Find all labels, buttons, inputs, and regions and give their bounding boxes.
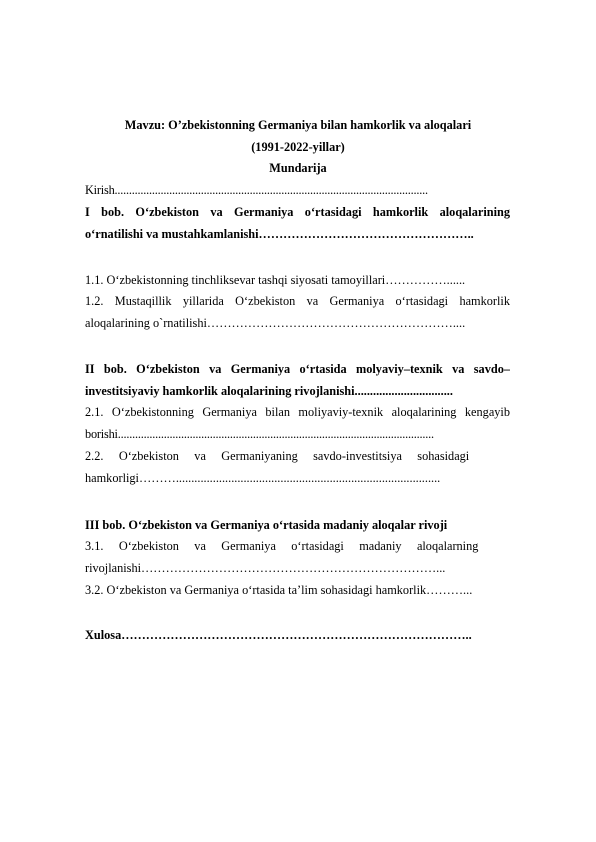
toc-section-3-1-line-2: rivojlanishi………………………………………………………………...: [85, 561, 446, 575]
toc-section-2-2-line-2: hamkorligi………......................................................................................: [85, 471, 441, 485]
toc-chapter-1-line-1: I bob. O‘zbekiston va Germaniya o‘rtasidagi hamkorlik aloqalarining: [85, 205, 510, 219]
toc-section-3-2: 3.2. O‘zbekiston va Germaniya o‘rtasida ta’lim sohasidagi hamkorlik………...: [85, 583, 473, 597]
toc-intro: Kirish.............................................................................................................: [85, 183, 428, 197]
toc-chapter-2-line-1: II bob. O‘zbekiston va Germaniya o‘rtasida molyaviy–texnik va savdo–: [85, 362, 510, 376]
document-title: Mavzu: O’zbekistonning Germaniya bilan hamkorlik va aloqalari: [124, 118, 472, 132]
toc-chapter-3: III bob. O‘zbekiston va Germaniya o‘rtasida madaniy aloqalar rivoji: [85, 518, 448, 532]
toc-section-2-1-line-2: borishi..............................................................................................................: [85, 427, 434, 441]
document-title-years: (1991-2022-yillar): [251, 140, 345, 154]
toc-conclusion: Xulosa…………………………………………………………………………..: [85, 628, 472, 642]
toc-section-1-1: 1.1. O‘zbekistonning tinchliksevar tashqi siyosati tamoyillari……………......: [85, 273, 466, 287]
toc-chapter-1-line-2: o‘rnatilishi va mustahkamlanishi……………………………………………..: [85, 227, 474, 241]
toc-section-2-1-line-1: 2.1. O‘zbekistonning Germaniya bilan moliyaviy-texnik aloqalarining kengayib: [85, 405, 510, 419]
contents-heading: Mundarija: [269, 161, 327, 175]
toc-section-2-2-line-1: 2.2. O‘zbekiston va Germaniyaning savdo-investitsiya sohasidagi: [85, 449, 470, 463]
toc-section-3-1-line-1: 3.1. O‘zbekiston va Germaniya o‘rtasidagi madaniy aloqalarning: [85, 539, 479, 553]
toc-chapter-2-line-2: investitsiyaviy hamkorlik aloqalarining rivojlanishi................................: [85, 384, 453, 398]
toc-section-1-2-line-1: 1.2. Mustaqillik yillarida O‘zbekiston va Germaniya o‘rtasidagi hamkorlik: [85, 294, 510, 308]
toc-section-1-2-line-2: aloqalarining o`rnatilishi……………………………………………………....: [85, 316, 466, 330]
